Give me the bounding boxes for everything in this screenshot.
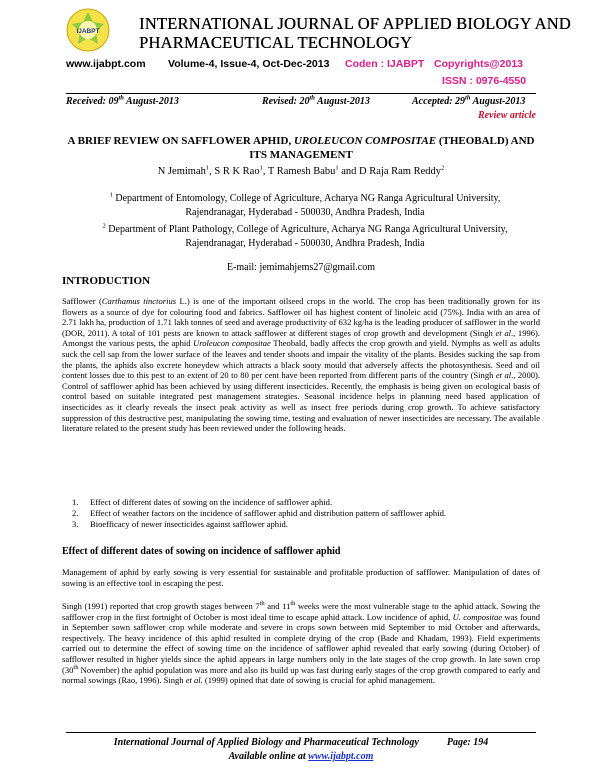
list-item: 3. Bioefficacy of newer insecticides against safflower aphid. [72, 519, 288, 529]
footer-journal: International Journal of Applied Biology and Pharmaceutical Technology [113, 737, 419, 748]
affiliation-2: $^2$ Department of Plant Pathology, College of Agriculture, Acharya NG Ranga Agricultural University, Rajendranagar, Hyderabad - 500030, Andhra Pradesh, India [102, 222, 508, 249]
section-paragraph-1: Management of aphid by early sowing is very essential for sustainable and profitable production of safflower. Manipulation of dates of sowing is an effective tool in escaping the pest. [62, 567, 540, 588]
introduction-heading: INTRODUCTION [62, 275, 151, 287]
heads-list [72, 497, 532, 530]
email: E-mail: jemimahjems27@gmail.com [226, 262, 376, 273]
footer-divider [66, 732, 536, 733]
volume-info: Volume-4, Issue-4, Oct-Dec-2013 [168, 58, 330, 70]
page-number: Page: 194 [446, 737, 489, 748]
dates-bar [66, 93, 536, 108]
section-heading: Effect of different dates of sowing on incidence of safflower aphid [62, 546, 341, 557]
authors: N Jemimah$^1$, S R K Rao$^1$, T Ramesh Babu$^1$ and D Raja Ram Reddy$^2$ [157, 164, 445, 177]
title-part-2: UROLEUCON COMPOSITAE [293, 135, 437, 147]
accepted-date: Accepted: 29th August-2013 [412, 94, 526, 107]
section-paragraph-2: Singh (1991) reported that crop growth stages between 7th and 11th weeks were the most vulnerable stage to the aphid attack. Sowing the safflower crop in the first fortnight of October is most ideal time to escape aphid attack. Low incidence of aphid, U. compositae was found in September sown safflower crop while moderate and severe in crops sown between mid September to mid October and afterwards, respectively. The heavy incidence of this aphid resulted in complete drying of the crop (Bade and Khadam, 1993). Field experiments carried out to determine the effect of sowing time on the incidence of safflower aphid revealed that early sowing (during October) of safflower resulted in higher yields since the aphid appears in large numbers only in the late stages of the crop growth. In late sown crop (30th November) the aphid population was more and also its build up was fast during early stages of the crop growth compared to early and normal sowings (Rao, 1996). Singh et al. (1999) opined that date of sowing is crucial for aphid management. [62, 600, 541, 686]
revised-date: Revised: 20th August-2013 [262, 94, 370, 107]
list-item: 1. Effect of different dates of sowing on the incidence of safflower aphid. [72, 497, 333, 507]
website-link[interactable]: www.ijabpt.com [66, 58, 146, 70]
copyright: Copyrights@2013 [434, 58, 524, 70]
logo-text: IJABPT [76, 28, 100, 35]
title-part-1: A BRIEF REVIEW ON SAFFLOWER APHID, [67, 135, 294, 147]
available-label: Available online at [228, 751, 309, 762]
footer-website-link[interactable]: www.ijabpt.com [308, 751, 374, 762]
article-type: Review article [477, 110, 536, 121]
affiliation-1: $^1$ Department of Entomology, College of Agriculture, Acharya NG Ranga Agricultural University, Rajendranagar, Hyderabad - 500030, Andhra Pradesh, India [109, 191, 501, 218]
list-item: 2. Effect of weather factors on the incidence of safflower aphid and distribution pattern of safflower aphid. [72, 508, 446, 518]
page-footer [66, 736, 536, 764]
paper-title [66, 134, 536, 162]
title-part-3: (THEOBALD) AND ITS MANAGEMENT [249, 135, 535, 161]
introduction-paragraph: Safflower (Carthamus tinctorius L.) is one of the important oilseed crops in the world. The crop has been traditionally grown for its flowers as a source of dye for colouring food and fabrics. Safflower oil has highest content of linoleic acid (75%). India with an area of 2.71 lakh ha, production of 1.71 lakh tonnes of seed and average productivity of 632 kg/ha is the leading producer of safflower in the world (DOR, 2011). A total of 101 pests are known to attack safflower at different stages of crop growth and development (Singh et al., 1996). Amongst the various pests, the aphid Uroleucon compositae Theobald, badly affects the crop growth and yield. Nymphs as well as adults suck the cell sap from the lower surface of the leaves and tender shoots and impair the vitality of the plants. Besides sucking the sap from the plants, the aphids also excrete honeydew which attracts a black sooty mould that adversely affects the photosynthesis. Seed and oil content losses due to this pest to an extent of 20 to 80 per cent have been reported from different parts of the country (Singh et al., 2000). Control of safflower aphid has been achieved by using different insecticides. Recently, the emphasis is being given on ecological basis of control based on suitable integrated pest management strategies. Seasonal incidence helps in planning need based application of insecticides as it clearly reveals the insect peak activity as well as insect free periods during crop growth. To achieve satisfactory suppression of this destructive pest, manipulating the sowing time, testing and evaluation of newer insecticides are necessary. The available literature related to the present study has been reviewed under the following heads. [62, 296, 540, 434]
issn: ISSN : 0976-4550 [442, 75, 527, 87]
coden: Coden : IJABPT [345, 58, 425, 70]
received-date: Received: 09th August-2013 [66, 94, 179, 107]
journal-title: INTERNATIONAL JOURNAL OF APPLIED BIOLOGY AND PHARMACEUTICAL TECHNOLOGY [139, 14, 571, 52]
journal-logo-icon [66, 8, 110, 52]
